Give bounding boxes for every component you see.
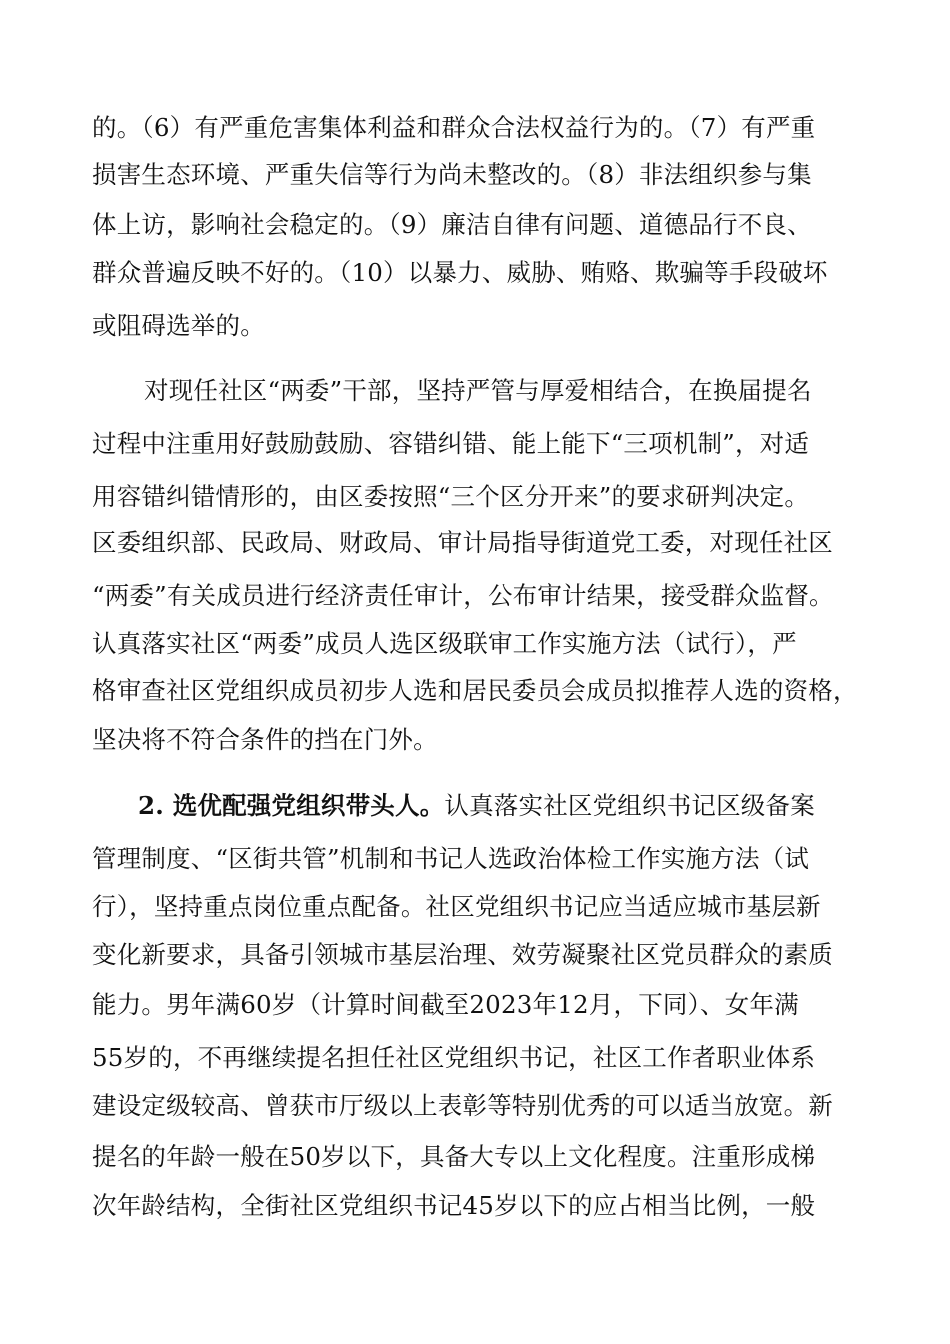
text-line: 或阻碍选举的。: [92, 311, 265, 340]
text-line: “两委”有关成员进行经济责任审计，公布审计结果，接受群众监督。: [92, 581, 834, 610]
text-span: 认真落实社区党组织书记区级备案: [444, 791, 815, 820]
text-line: 建设定级较高、曾获市厅级以上表彰等特别优秀的可以适当放宽。新: [92, 1091, 833, 1120]
text-line: 对现任社区“两委”干部，坚持严管与厚爱相结合，在换届提名: [144, 376, 812, 405]
text-line: 管理制度、“区街共管”机制和书记人选政治体检工作实施方法（试: [92, 844, 810, 873]
section-heading: 2. 选优配强党组织带头人。: [138, 791, 445, 820]
text-line: 次年龄结构，全街社区党组织书记45岁以下的应占相当比例，一般: [92, 1191, 816, 1220]
text-line: 格审查社区党组织成员初步人选和居民委员会成员拟推荐人选的资格，: [92, 676, 858, 705]
text-line: 体上访，影响社会稳定的。（9）廉洁自律有问题、道德品行不良、: [92, 210, 812, 239]
text-line: 能力。男年满60岁（计算时间截至2023年12月，下同）、女年满: [92, 990, 799, 1019]
text-line: 行），坚持重点岗位重点配备。社区党组织书记应当适应城市基层新: [92, 892, 821, 921]
text-line: 群众普遍反映不好的。（10）以暴力、威胁、贿赂、欺骗等手段破坏: [92, 258, 828, 287]
text-line: 55岁的，不再继续提名担任社区党组织书记，社区工作者职业体系: [92, 1043, 816, 1072]
text-line: 过程中注重用好鼓励鼓励、容错纠错、能上能下“三项机制”，对适: [92, 429, 810, 458]
text-line: 认真落实社区“两委”成员人选区级联审工作实施方法（试行），严: [92, 629, 797, 658]
text-line: [138, 791, 815, 821]
text-line: 坚决将不符合条件的挡在门外。: [92, 725, 438, 754]
text-line: 区委组织部、民政局、财政局、审计局指导街道党工委，对现任社区: [92, 528, 833, 557]
text-line: 提名的年龄一般在50岁以下，具备大专以上文化程度。注重形成梯: [92, 1142, 816, 1171]
text-line: 损害生态环境、严重失信等行为尚未整改的。（8）非法组织参与集: [92, 160, 812, 189]
text-line: 用容错纠错情形的，由区委按照“三个区分开来”的要求研判决定。: [92, 482, 810, 511]
text-line: 变化新要求，具备引领城市基层治理、效劳凝聚社区党员群众的素质: [92, 940, 833, 969]
text-line: 的。（6）有严重危害集体利益和群众合法权益行为的。（7）有严重: [92, 113, 816, 142]
